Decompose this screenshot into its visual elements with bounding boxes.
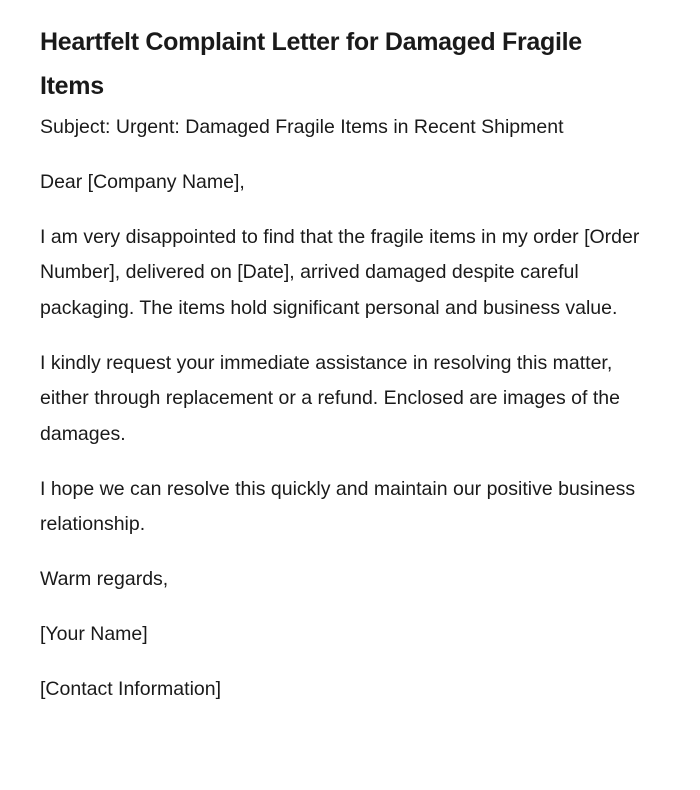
body-paragraph: I hope we can resolve this quickly and maintain our positive business relationship. xyxy=(40,477,636,535)
subject-line: Subject: Urgent: Damaged Fragile Items in Recent Shipment xyxy=(40,116,564,138)
contact-info: [Contact Information] xyxy=(40,678,222,700)
body-paragraph: I kindly request your immediate assistance in resolving this matter, either through replacement or a refund. Enclosed are images of the damages. xyxy=(40,351,620,445)
greeting: Dear [Company Name], xyxy=(40,170,245,193)
closing: Warm regards, xyxy=(40,568,169,590)
body-paragraph: I am very disappointed to find that the fragile items in my order [Order Number], delivered on [Date], arrived damaged despite careful packaging. The items hold significant personal and business value. xyxy=(40,225,640,319)
sender-name: [Your Name] xyxy=(40,623,148,645)
letter-title: Heartfelt Complaint Letter for Damaged Fragile Items xyxy=(40,28,582,100)
